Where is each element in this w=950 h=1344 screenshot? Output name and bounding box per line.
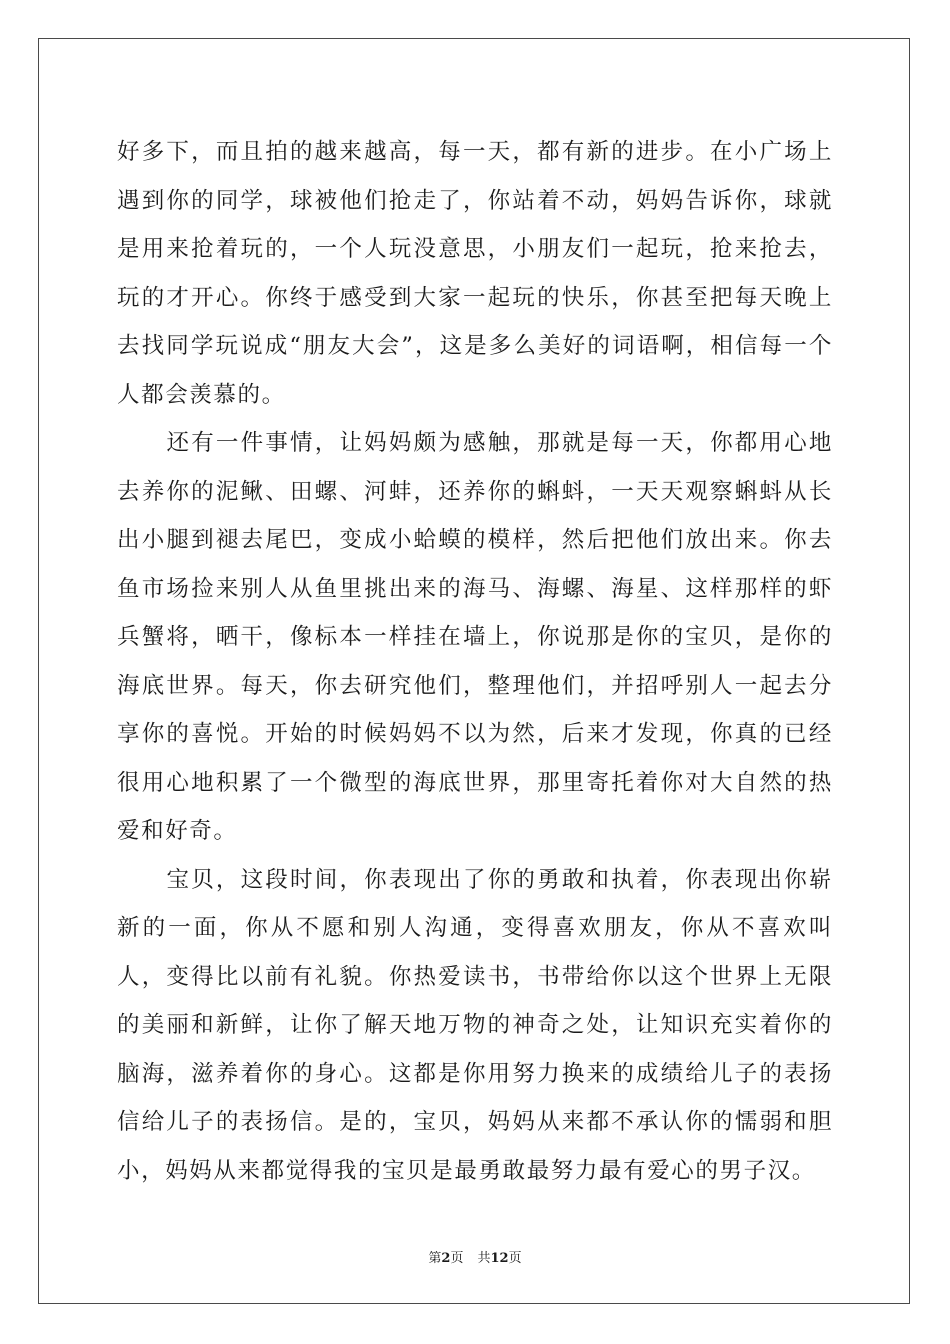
page-suffix: 页 bbox=[450, 1251, 464, 1266]
page-number: 2 bbox=[441, 1251, 451, 1266]
paragraph-2: 还有一件事情，让妈妈颇为感触，那就是每一天，你都用心地去养你的泥鳅、田螺、河蚌，还养你的蝌蚪，一天天观察蝌蚪从长出小腿到褪去尾巴，变成小蛤蟆的模样，然后把他们放出来。你去鱼市场捡来别人从鱼里挑出来的海马、海螺、海星、这样那样的虾兵蟹将，晒干，像标本一样挂在墙上，你说那是你的宝贝，是你的海底世界。每天，你去研究他们，整理他们，并招呼别人一起去分享你的喜悦。开始的时候妈妈不以为然，后来才发现，你真的已经很用心地积累了一个微型的海底世界，那里寄托着你对大自然的热爱和好奇。 bbox=[117, 430, 833, 844]
total-suffix: 页 bbox=[508, 1251, 522, 1266]
paragraph-1: 好多下，而且拍的越来越高，每一天，都有新的进步。在小广场上遇到你的同学，球被他们抢走了，你站着不动，妈妈告诉你，球就是用来抢着玩的，一个人玩没意思，小朋友们一起玩，抢来抢去，玩的才开心。你终于感受到大家一起玩的快乐，你甚至把每天晚上去找同学玩说成“朋友大会”，这是多么美好的词语啊，相信每一个人都会羡慕的。 bbox=[117, 139, 833, 408]
document-body bbox=[117, 128, 833, 1195]
page-footer bbox=[0, 1247, 950, 1266]
total-prefix: 共 bbox=[477, 1251, 491, 1266]
page-prefix: 第 bbox=[428, 1251, 442, 1266]
paragraph-3: 宝贝，这段时间，你表现出了你的勇敢和执着，你表现出你崭新的一面，你从不愿和别人沟通，变得喜欢朋友，你从不喜欢叫人，变得比以前有礼貌。你热爱读书，书带给你以这个世界上无限的美丽和新鲜，让你了解天地万物的神奇之处，让知识充实着你的脑海，滋养着你的身心。这都是你用努力换来的成绩给儿子的表扬信给儿子的表扬信。是的，宝贝，妈妈从来都不承认你的懦弱和胆小，妈妈从来都觉得我的宝贝是最勇敢最努力最有爱心的男子汉。 bbox=[117, 866, 833, 1184]
total-pages: 12 bbox=[490, 1251, 509, 1266]
